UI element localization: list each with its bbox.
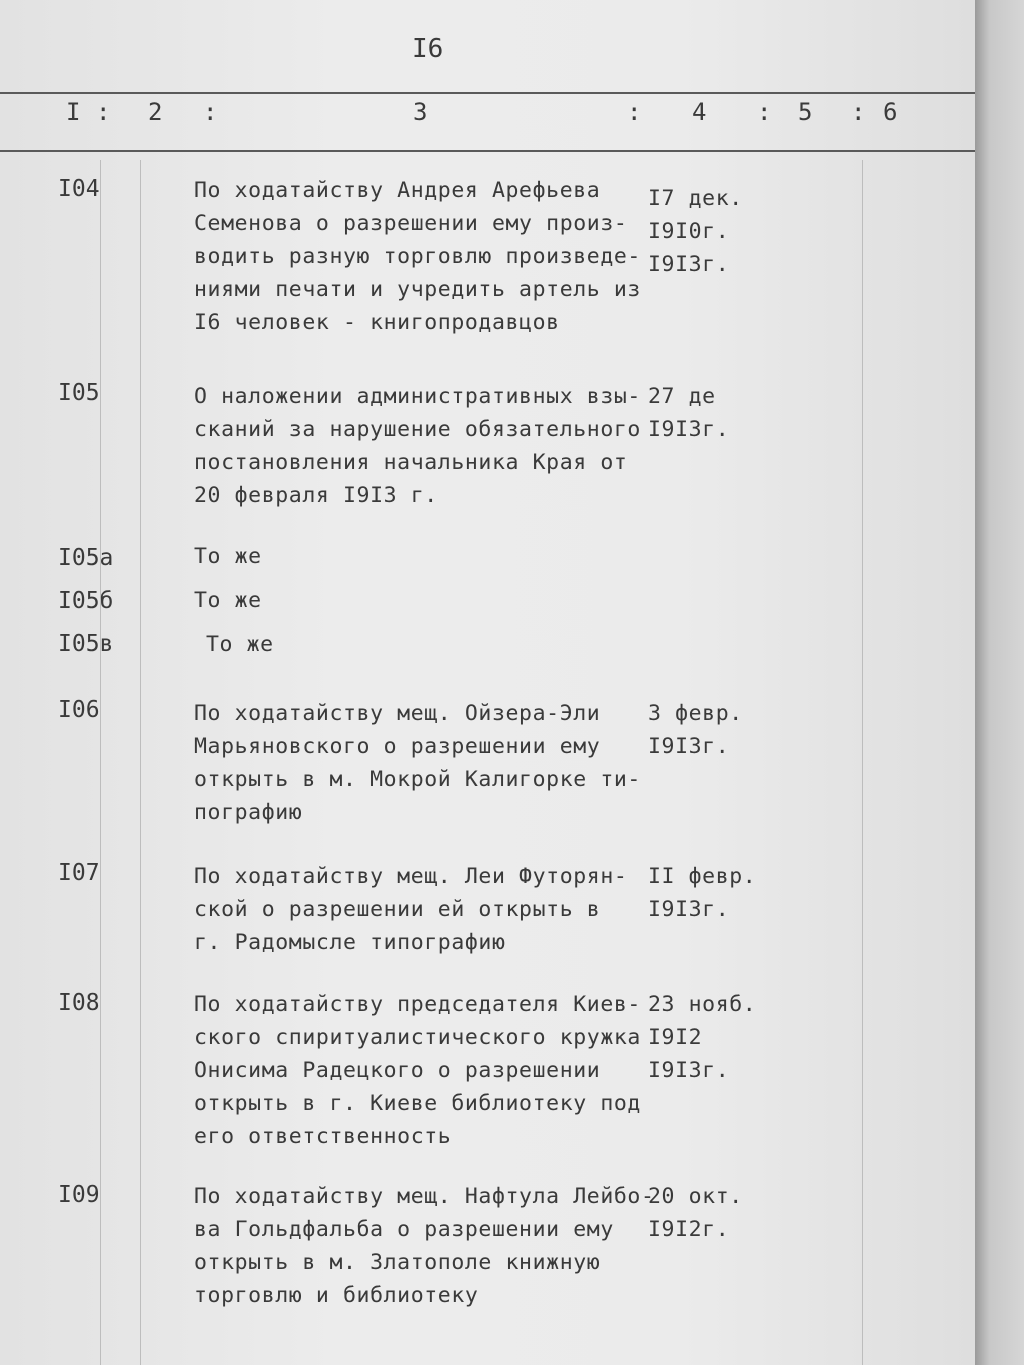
text-line: ского спиритуалистического кружка <box>194 1025 641 1050</box>
entry-number: I05 <box>58 380 100 406</box>
text-line: По ходатайству мещ. Нафтула Лейбо- <box>194 1184 655 1209</box>
column-separator: : <box>203 98 218 126</box>
text-line: Марьяновского о разрешении ему <box>194 734 601 759</box>
text-line: открыть в м. Златополе книжную <box>194 1250 601 1275</box>
entry-dates <box>648 1180 743 1246</box>
column-header-3: 3 <box>413 98 428 126</box>
text-line: водить разную торговлю произведе- <box>194 244 641 269</box>
column-header-1: I <box>66 98 81 126</box>
date-line: 20 окт. <box>648 1184 743 1209</box>
text-line: сканий за нарушение обязательного <box>194 417 641 442</box>
entry-number: I04 <box>58 176 100 202</box>
entry-dates <box>648 860 756 926</box>
text-line: О наложении административных взы- <box>194 384 641 409</box>
date-line: I9I2 <box>648 1025 703 1050</box>
entry-number: I08 <box>58 990 100 1016</box>
entry-dates <box>648 380 729 446</box>
date-line: I9I3г. <box>648 897 730 922</box>
entry-dates <box>648 988 756 1087</box>
header-top-rule <box>0 92 975 94</box>
entry-number: I05в <box>58 631 114 657</box>
date-line: I9I0г. <box>648 219 730 244</box>
text-line: По ходатайству председателя Киев- <box>194 992 641 1017</box>
column-separator: : <box>96 98 111 126</box>
entry-number: I09 <box>58 1182 100 1208</box>
text-line: I6 человек - книгопродавцов <box>194 310 560 335</box>
header-bottom-rule <box>0 150 975 152</box>
page-edge <box>975 0 1024 1365</box>
entry-dates <box>648 697 743 763</box>
date-line: I9I3г. <box>648 734 730 759</box>
entry-description <box>194 988 644 1153</box>
text-line: постановления начальника Края от <box>194 450 628 475</box>
text-line: открыть в г. Киеве библиотеку под <box>194 1091 641 1116</box>
text-line: Семенова о разрешении ему произ- <box>194 211 628 236</box>
text-line: Онисима Радецкого о разрешении <box>194 1058 601 1083</box>
text-line: По ходатайству мещ. Ойзера-Эли <box>194 701 601 726</box>
column-guide <box>140 160 141 1365</box>
entry-description <box>194 540 644 573</box>
page-number: I6 <box>412 34 444 64</box>
date-line: I9I3г. <box>648 252 730 277</box>
date-line: II февр. <box>648 864 757 889</box>
column-guide <box>862 160 863 1365</box>
text-line: То же <box>194 588 262 613</box>
column-separator: : <box>851 98 866 126</box>
entry-description <box>194 584 644 617</box>
column-header-5: 5 <box>798 98 813 126</box>
entry-dates <box>648 182 743 281</box>
text-line: То же <box>206 632 274 657</box>
column-guide <box>100 160 101 1365</box>
date-line: 27 де <box>648 384 716 409</box>
date-line: I9I3г. <box>648 1058 730 1083</box>
text-line: пографию <box>194 800 303 825</box>
text-line: 20 февраля I9I3 г. <box>194 483 438 508</box>
entry-description <box>206 628 656 661</box>
text-line: ва Гольдфальба о разрешении ему <box>194 1217 614 1242</box>
date-line: 3 февр. <box>648 701 743 726</box>
text-line: его ответственность <box>194 1124 452 1149</box>
text-line: торговлю и библиотеку <box>194 1283 479 1308</box>
entry-number: I06 <box>58 697 100 723</box>
column-separator: : <box>627 98 642 126</box>
text-line: открыть в м. Мокрой Калигорке ти- <box>194 767 641 792</box>
entry-number: I07 <box>58 860 100 886</box>
date-line: I7 дек. <box>648 186 743 211</box>
column-header-2: 2 <box>148 98 163 126</box>
entry-description <box>194 174 644 339</box>
date-line: 23 нояб. <box>648 992 757 1017</box>
column-header-4: 4 <box>692 98 707 126</box>
text-line: По ходатайству Андрея Арефьева <box>194 178 601 203</box>
entry-description <box>194 1180 655 1312</box>
entry-number: I05а <box>58 545 114 571</box>
text-line: г. Радомысле типографию <box>194 930 506 955</box>
date-line: I9I2г. <box>648 1217 730 1242</box>
column-header-6: 6 <box>883 98 898 126</box>
date-line: I9I3г. <box>648 417 730 442</box>
entry-description <box>194 860 644 959</box>
entry-description <box>194 697 644 829</box>
entry-number: I05б <box>58 588 114 614</box>
text-line: По ходатайству мещ. Леи Футорян- <box>194 864 628 889</box>
text-line: ниями печати и учредить артель из <box>194 277 641 302</box>
text-line: То же <box>194 544 262 569</box>
entry-description <box>194 380 644 512</box>
column-separator: : <box>757 98 772 126</box>
text-line: ской о разрешении ей открыть в <box>194 897 601 922</box>
